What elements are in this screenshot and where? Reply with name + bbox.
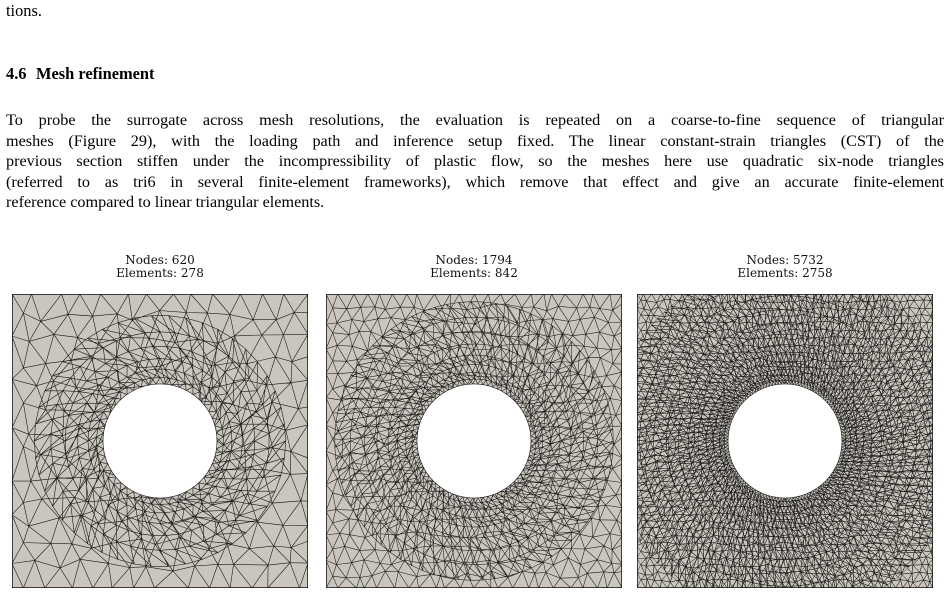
- mesh-plot-medium: [326, 294, 622, 588]
- panel-elements-label: Elements: 842: [430, 266, 518, 280]
- panel-elements-label: Elements: 278: [116, 266, 204, 280]
- mesh-panel-medium: [326, 254, 622, 280]
- mesh-hole: [728, 384, 842, 498]
- section-title: Mesh refinement: [36, 64, 155, 83]
- mesh-plot-coarse: [12, 294, 308, 588]
- mesh-plot-fine: [637, 294, 933, 588]
- mesh-hole: [103, 384, 217, 498]
- section-heading: [6, 64, 155, 84]
- paragraph-line: To probe the surrogate across mesh resolutions, the evaluation is repeated on a coarse-to-fine sequence of triangular: [6, 111, 944, 129]
- paragraph-line: previous section stiffen under the incompressibility of plastic flow, so the meshes here use quadratic six-node triangles: [6, 152, 944, 171]
- panel-nodes-label: Nodes: 1794: [435, 253, 513, 267]
- mesh-panel-coarse: [12, 254, 308, 280]
- paragraph-line: (referred to as tri6 in several finite-element frameworks), which remove that effect and give an accurate finite-element: [6, 172, 944, 191]
- paragraph-line: meshes (Figure 29), with the loading path and inference setup fixed. The linear constant-strain triangles (CST) of the: [6, 131, 944, 150]
- mesh-hole: [417, 384, 531, 498]
- section-number: 4.6: [6, 64, 27, 83]
- mesh-panel-fine: [637, 254, 933, 280]
- body-paragraph: [6, 110, 944, 213]
- previous-paragraph-fragment: tions.: [6, 1, 42, 20]
- panel-nodes-label: Nodes: 5732: [746, 253, 824, 267]
- panel-nodes-label: Nodes: 620: [125, 253, 195, 267]
- panel-elements-label: Elements: 2758: [737, 266, 833, 280]
- paragraph-line: reference compared to linear triangular elements.: [6, 193, 325, 212]
